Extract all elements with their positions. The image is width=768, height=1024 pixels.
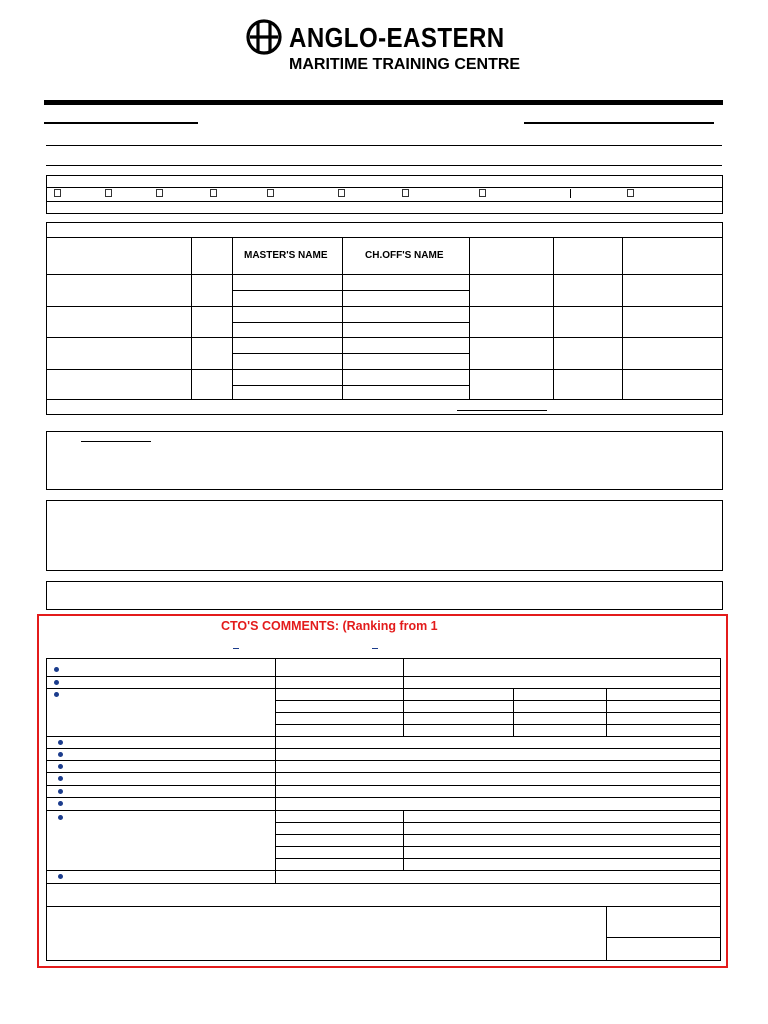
checkbox[interactable] bbox=[338, 189, 345, 197]
checkbox[interactable] bbox=[105, 189, 112, 197]
cto-col bbox=[403, 810, 404, 870]
cto-rule bbox=[46, 736, 721, 737]
cto-col bbox=[275, 658, 276, 883]
table-col bbox=[469, 237, 470, 400]
cto-rule bbox=[46, 810, 721, 811]
col-header-master: MASTER'S NAME bbox=[244, 250, 328, 261]
checkbox[interactable] bbox=[156, 189, 163, 197]
row-divider bbox=[46, 201, 723, 202]
cto-rule bbox=[46, 870, 721, 871]
cto-rule bbox=[275, 822, 721, 823]
checkbox[interactable] bbox=[479, 189, 486, 197]
bullet-icon bbox=[58, 764, 63, 769]
brand-name: ANGLO-EASTERN bbox=[289, 22, 505, 53]
table-col bbox=[342, 237, 343, 400]
checkbox[interactable] bbox=[627, 189, 634, 197]
brand-subtitle: MARITIME TRAINING CENTRE bbox=[289, 56, 521, 73]
cto-rule bbox=[275, 846, 721, 847]
bullet-icon bbox=[58, 801, 63, 806]
table-subrule bbox=[232, 353, 469, 354]
cto-rule bbox=[46, 760, 721, 761]
cto-rule bbox=[46, 772, 721, 773]
cto-rule bbox=[46, 906, 721, 907]
table-subrule bbox=[232, 385, 469, 386]
bullet-icon bbox=[58, 874, 63, 879]
cto-comments-title: CTO'S COMMENTS: (Ranking from 1 bbox=[221, 619, 438, 633]
cto-rule bbox=[275, 712, 721, 713]
table-col bbox=[191, 237, 192, 400]
checkbox[interactable] bbox=[402, 189, 409, 197]
signature-rule bbox=[606, 937, 721, 938]
bullet-icon bbox=[54, 667, 59, 672]
cto-rule bbox=[275, 834, 721, 835]
cto-rule bbox=[275, 858, 721, 859]
cto-rule bbox=[46, 797, 721, 798]
cto-rule bbox=[46, 688, 721, 689]
table-col bbox=[622, 237, 623, 400]
remarks-box-3 bbox=[46, 581, 723, 610]
cto-rule bbox=[275, 700, 721, 701]
table-subrule bbox=[232, 322, 469, 323]
field-line bbox=[46, 145, 722, 146]
bullet-icon bbox=[54, 680, 59, 685]
cto-rule bbox=[46, 748, 721, 749]
col-header-chief-officer: CH.OFF'S NAME bbox=[365, 250, 444, 261]
bullet-icon bbox=[58, 752, 63, 757]
field-line-left bbox=[44, 122, 198, 124]
cto-rule bbox=[46, 785, 721, 786]
cto-rule bbox=[46, 676, 721, 677]
dash-mark bbox=[233, 648, 239, 649]
cto-rule bbox=[275, 724, 721, 725]
total-underline bbox=[457, 410, 547, 411]
checkbox-separator bbox=[570, 189, 571, 198]
anglo-eastern-logo-icon bbox=[246, 19, 282, 55]
cto-rule bbox=[46, 883, 721, 884]
checkbox-row-box bbox=[46, 175, 723, 214]
checkbox[interactable] bbox=[267, 189, 274, 197]
field-line-right bbox=[524, 122, 714, 124]
bullet-icon bbox=[58, 776, 63, 781]
checkbox[interactable] bbox=[210, 189, 217, 197]
remarks-box-2 bbox=[46, 500, 723, 571]
bullet-icon bbox=[58, 789, 63, 794]
signature-col bbox=[606, 906, 607, 961]
checkbox[interactable] bbox=[54, 189, 61, 197]
table-col bbox=[553, 237, 554, 400]
table-col bbox=[232, 237, 233, 400]
table-subrule bbox=[232, 290, 469, 291]
header-thick-rule bbox=[44, 100, 723, 105]
remarks-underline bbox=[81, 441, 151, 442]
bullet-icon bbox=[58, 740, 63, 745]
dash-mark bbox=[372, 648, 378, 649]
remarks-box-1 bbox=[46, 431, 723, 490]
row-divider bbox=[46, 187, 723, 188]
field-line bbox=[46, 165, 722, 166]
bullet-icon bbox=[58, 815, 63, 820]
bullet-icon bbox=[54, 692, 59, 697]
